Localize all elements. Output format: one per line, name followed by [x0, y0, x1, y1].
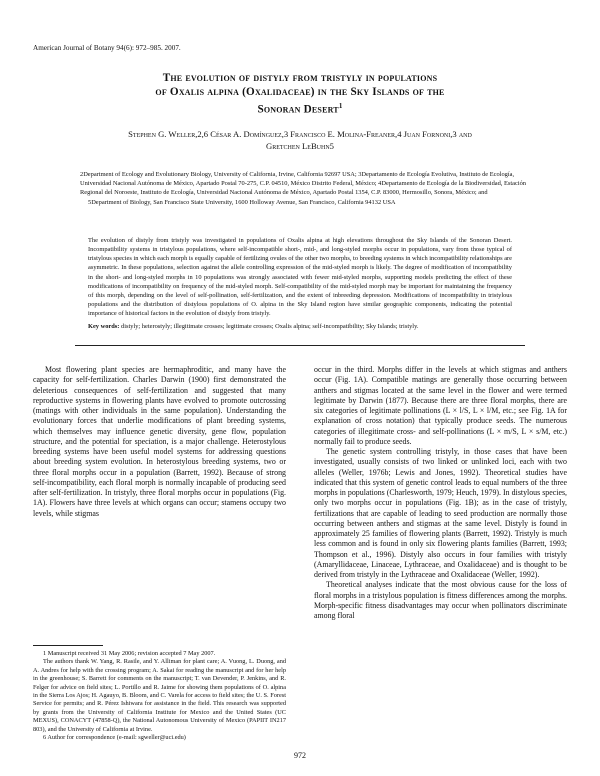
right-paragraph-3: Theoretical analyses indicate that the most obvious cause for the loss of floral morphs in a tristylous population is fitness differences among the morphs. Morph-specific fitness disadvantages may occur when pollinators discriminate among floral: [314, 580, 567, 620]
left-paragraph-1: Most flowering plant species are hermaphroditic, and many have the capacity for self-fertilization. Charles Darwin (1900) first demonstrated the deleterious consequences of self-fertilization and suggested that many reproductive systems in flowering plants have evolved to promote outcrossing (matings with other individuals in the same population). Understanding the evolutionary forces that underlie modifications of plant breeding systems, which themselves may influence genetic diversity, gene flow, population structure, and the potential for speciation, is a major challenge. Heterostylous breeding systems have been useful model systems for addressing questions about breeding system evolution. In heterostylous breeding systems, two or three floral morphs occur in a population (Barrett, 1992). Because of strong self-incompatibility, each floral morph is normally incapable of producing seed after self-fertilization. In tristyly, three floral morphs occur in populations (Fig. 1A). Flowers have three levels at which organs can occur; stamens occupy two levels, while stigmas: [33, 365, 286, 518]
title-footnote-mark: 1: [338, 102, 343, 110]
right-paragraph-2: The genetic system controlling tristyly, in those cases that have been investigated, usually consists of two linked or unlinked loci, each with two alleles (Weller, 1976b; Lewis and Jones, 1992). Theoretical studies have indicated that this system of genetic control leads to equal numbers of the three morphs in populations (Charlesworth, 1979; Heuch, 1979). In distylous species, only two morphs occur in populations (Fig. 1B); as in the case of tristyly, fertilizations that are capable of leading to seed production are normally those occurring between anthers and stigmas at the same level. Distyly is found in approximately 25 families of flowering plants (Barrett, 1992). Tristyly is much less common and is found in only six flowering plants families (Barrett, 1993; Thompson et al., 1996). Distyly also occurs in four families with tristyly (Amaryllidaceae, Linaceae, Lythraceae, and Oxalidaceae) and is thought to be derived from tristyly in the Lythraceae and Oxalidaceae (Weller, 1992).: [314, 447, 567, 579]
header-divider: [75, 345, 525, 346]
journal-citation: American Journal of Botany 94(6): 972–985. 2007.: [33, 44, 181, 52]
author-list: [40, 128, 560, 152]
page-number: 972: [294, 751, 306, 760]
title-line-3-text: Sonoran Desert: [257, 103, 339, 116]
footnote-divider: [33, 645, 103, 646]
footnote-1: 1 Manuscript received 31 May 2006; revision accepted 7 May 2007.: [43, 650, 216, 657]
footnote-acknowledgements: The authors thank W. Yang, R. Rasile, and Y. Alliman for plant care; A. Vuong, L. Duong, and A. Andres for help with the crossing program; A. Sakai for reading the manuscript and for her help in the greenhouse; S. Barrett for comments on the manuscript; T. van Devender, P. Jenkins, and R. Felger for advice on field sites; L. Portillo and R. Jaime for showing them populations of O. alpina in the Sierra Los Ajos; H. Agauyo, B. Bloom, and C. Varela for access to field sites; the U. S. Forest Service for permits; and R. Pérez Ishiwara for assistance in the field. This research was supported by grants from the University of California Institute for Mexico and the United States (UC MEXUS), CONACYT (47858-Q), the National Autonomous University of Mexico (PAPIIT IN217 803), and the University of California at Irvine.: [33, 658, 286, 733]
affiliation-2: 5Department of Biology, San Francisco State University, 1600 Holloway Avenue, San Francisco, California 94132 USA: [88, 198, 396, 206]
title-line-2: of Oxalis alpina (Oxalidaceae) in the Sky Islands of the: [155, 86, 445, 98]
right-paragraph-1: occur in the third. Morphs differ in the levels at which stigmas and anthers occur (Fig. 1A). Compatible matings are generally those occurring between anthers and stigmas located at the same level in the flower and were termed legitimate by Darwin (1877). Because there are three floral morphs, there are six categories of legitimate pollinations (L × l/S, L × l/M, etc.; see Fig. 1A for explanation of cross notation) that typically produce seeds. The numerous categories of illegitimate cross- and self-pollinations (L × m/S, L × s/M, etc.) normally fail to produce seeds.: [314, 365, 567, 446]
footnotes: [33, 650, 286, 742]
article-title: [40, 71, 560, 117]
keywords: [88, 322, 512, 331]
affiliations: [80, 170, 530, 207]
title-line-1: The evolution of distyly from tristyly in populations: [162, 72, 438, 84]
abstract: The evolution of distyly from tristyly was investigated in populations of Oxalis alpina at high elevations throughout the Sky Islands of the Sonoran Desert. Incompatibility systems in tristylous populations, where self-incompatible short-, mid-, and long-styled morphs occur in populations, vary from those typical of tristylous species in which each morph is equally capable of fertilizing ovules of the other two morphs, to breeding systems in which incompatibility relationships are asymmetric. In these populations, selection against the allele controlling expression of the mid-styled morph is likely. The degree of modification of incompatibility in the short- and long-styled morphs in 10 populations was strongly associated with fewer mid-styled morphs, supporting models predicting the effect of these modifications of incompatibility on frequency of the mid-styled morph. Self-compatibility of the mid-styled morph may be important for maintaining the frequency of this morph, depending on the level of self-pollination, self-fertilization, and the extent of inbreeding depression. Modifications of incompatibility in tristylous populations and the distribution of distylous populations of O. alpina in the Sky Island region have similar geographic components, indicating the potential importance of historical factors in the evolution of distyly from tristyly.: [88, 237, 512, 318]
left-column: [33, 365, 286, 519]
keywords-text: distyly; heterostyly; illegitimate crosses; legitimate crosses; Oxalis alpina; self-incompatibility; Sky Islands; tristyly.: [121, 323, 419, 330]
authors-line-2: Gretchen LeBuhn5: [266, 141, 334, 151]
footnote-correspondence: 6 Author for correspondence (e-mail: sgweller@uci.edu): [43, 734, 186, 742]
affiliation-1: 2Department of Ecology and Evolutionary Biology, University of California, Irvine, California 92697 USA; 3Departamento de Ecología Evolutiva, Instituto de Ecología, Universidad Nacional Autónoma de México, Apartado Postal 70-275, C.P. 04510, México Distrito Federal, México; 4Departamento de Ecología de la Biodiversidad, Estación Regional del Noroeste, Instituto de Ecología, Universidad Nacional Autónoma de México, Apartado Postal 1354, C.P. 83000, Hermosillo, Sonora, México; and: [80, 171, 527, 197]
right-column: [314, 365, 567, 621]
authors-line-1: Stephen G. Weller,2,6 César A. Domínguez,3 Francisco E. Molina-Freaner,4 Juan Fornoni,3 and: [128, 129, 472, 139]
keywords-label: Key words:: [88, 323, 120, 330]
title-line-3: [40, 99, 560, 117]
